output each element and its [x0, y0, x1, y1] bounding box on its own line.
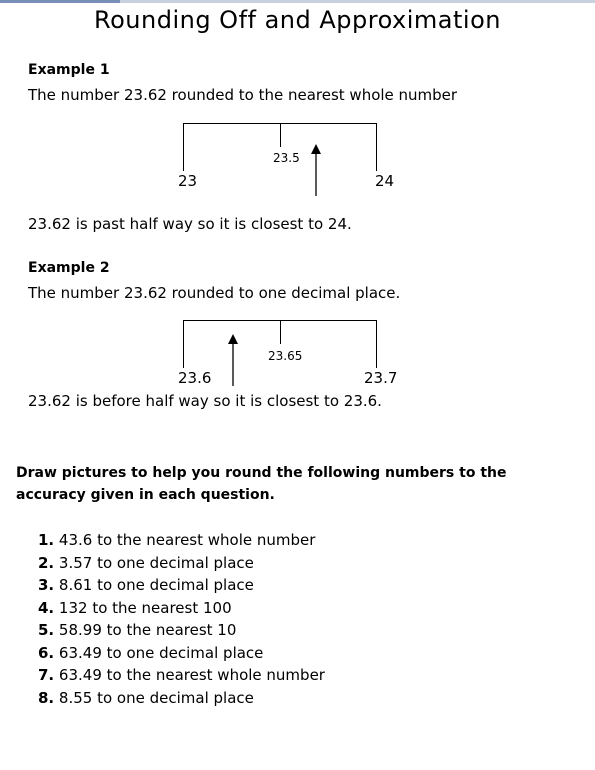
- example2-bracket-right: [376, 320, 377, 368]
- example2-bracket-left: [183, 320, 184, 368]
- question-item: [38, 687, 325, 710]
- example2-conclusion: 23.62 is before half way so it is closest to 23.6.: [28, 392, 382, 410]
- example2-left-label: 23.6: [178, 369, 212, 387]
- example1-bracket-right: [376, 123, 377, 171]
- example2-heading: Example 2: [28, 260, 110, 276]
- question-number: 4.: [38, 598, 55, 617]
- question-item: [38, 552, 325, 575]
- example1-statement: The number 23.62 rounded to the nearest whole number: [28, 86, 458, 104]
- question-number: 7.: [38, 666, 55, 684]
- example1-heading: Example 1: [28, 62, 110, 78]
- example2-bracket-mid: [280, 320, 281, 344]
- example1-conclusion: 23.62 is past half way so it is closest to 24.: [28, 215, 352, 233]
- top-border-accent: [0, 0, 120, 3]
- example2-arrow-icon: [225, 334, 241, 386]
- question-number: 8.: [38, 688, 55, 707]
- question-list: [38, 529, 325, 709]
- question-item: [38, 642, 325, 665]
- example1-right-label: 24: [375, 172, 395, 190]
- example1-bracket-left: [183, 123, 184, 171]
- question-item: [38, 664, 325, 687]
- question-text: 132 to the nearest 100: [58, 598, 232, 617]
- question-text: 58.99 to the nearest 10: [58, 621, 237, 639]
- question-number: 3.: [38, 576, 55, 594]
- question-number: 6.: [38, 643, 55, 662]
- example1-left-label: 23: [178, 172, 198, 190]
- question-item: [38, 529, 325, 552]
- question-text: 8.55 to one decimal place: [58, 688, 254, 707]
- question-text: 3.57 to one decimal place: [58, 553, 254, 572]
- question-number: 5.: [38, 621, 55, 639]
- example1-mid-label: 23.5: [273, 151, 300, 165]
- example2-right-label: 23.7: [364, 369, 398, 387]
- question-item: [38, 574, 325, 597]
- example1-arrow-icon: [308, 144, 324, 196]
- question-number: 1.: [38, 531, 55, 549]
- example2-statement: The number 23.62 rounded to one decimal place.: [28, 284, 401, 302]
- instructions: Draw pictures to help you round the following numbers to the accuracy given in each question.: [16, 465, 507, 503]
- question-item: [38, 619, 325, 642]
- question-item: [38, 597, 325, 620]
- example2-mid-label: 23.65: [268, 349, 303, 363]
- question-text: 8.61 to one decimal place: [58, 576, 254, 594]
- question-text: 63.49 to one decimal place: [58, 643, 264, 662]
- question-text: 63.49 to the nearest whole number: [58, 666, 325, 684]
- question-text: 43.6 to the nearest whole number: [58, 531, 316, 549]
- page-title: Rounding Off and Approximation: [94, 6, 501, 34]
- example1-bracket-mid: [280, 123, 281, 147]
- question-number: 2.: [38, 553, 55, 572]
